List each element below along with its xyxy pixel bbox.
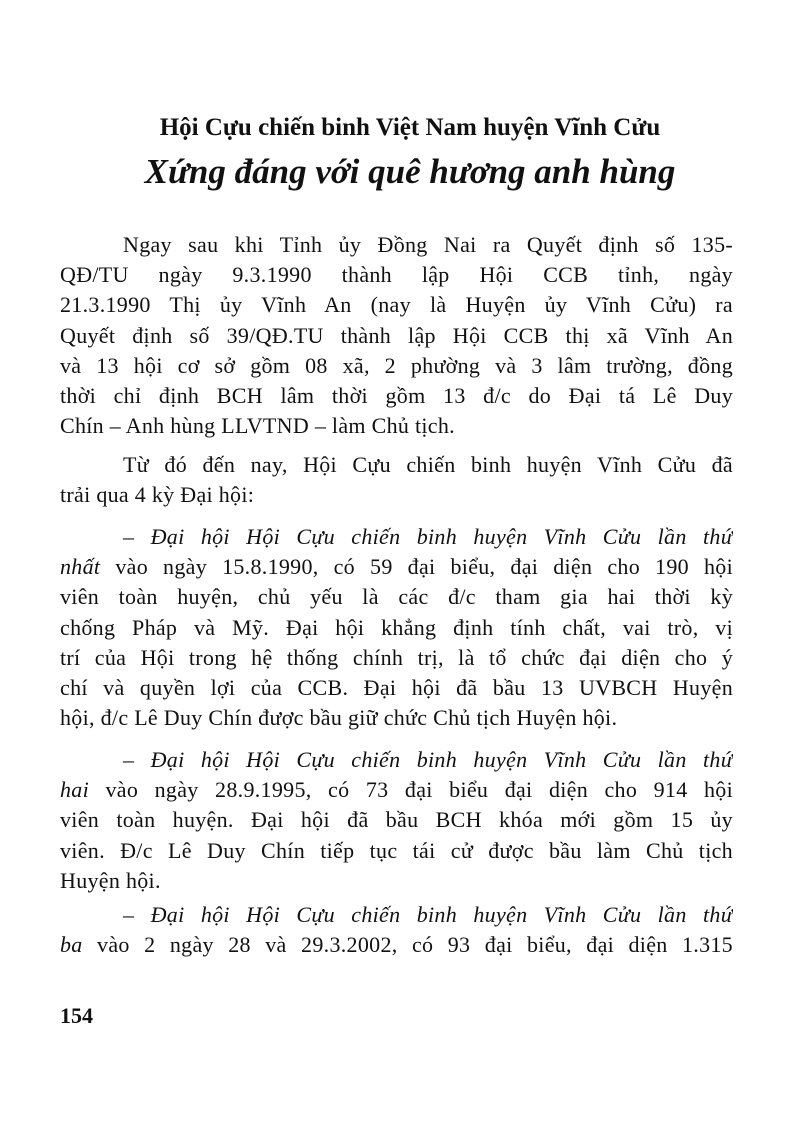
text-line: trí của Hội trong hệ thống chính trị, là tổ chức đại diện cho ý (60, 644, 733, 670)
article-title: Hội Cựu chiến binh Việt Nam huyện Vĩnh Cửu (159, 114, 661, 141)
text-line: chí và quyền lợi của CCB. Đại hội đã bầu 13 UVBCH Huyện (60, 674, 733, 700)
text-line: 21.3.1990 Thị ủy Vĩnh An (nay là Huyện ủy Vĩnh Cửu) ra (60, 292, 733, 318)
italic-text: – Đại hội Hội Cựu chiến binh huyện Vĩnh Cửu lần thứ (123, 902, 733, 927)
paragraph-first-congress (60, 522, 733, 733)
text-line: viên toàn huyện. Đại hội đã bầu BCH khóa mới gồm 15 ủy (60, 807, 733, 833)
italic-text: hai (60, 777, 90, 803)
text-line: thời chỉ định BCH lâm thời gồm 13 đ/c do Đại tá Lê Duy (60, 382, 733, 408)
text-line: Chín – Anh hùng LLVTND – làm Chủ tịch. (60, 413, 455, 439)
paragraph-third-congress (60, 900, 733, 960)
page-number: 154 (60, 1003, 93, 1028)
paragraph-intro (60, 230, 733, 441)
text-line: Ngay sau khi Tỉnh ủy Đồng Nai ra Quyết định số 135- (123, 232, 733, 257)
text-line (60, 775, 733, 805)
text-line: viên toàn huyện, chủ yếu là các đ/c tham gia hai thời kỳ (60, 584, 733, 610)
text-line (60, 522, 733, 552)
text-line: QĐ/TU ngày 9.3.1990 thành lập Hội CCB tỉnh, ngày (60, 262, 733, 288)
text: vào ngày 15.8.1990, có 59 đại biểu, đại diện cho 190 hội (100, 554, 733, 580)
text-line: và 13 hội cơ sở gồm 08 xã, 2 phường và 3 lâm trường, đồng (60, 352, 733, 378)
text-line: hội, đ/c Lê Duy Chín được bầu giữ chức Chủ tịch Huyện hội. (60, 705, 618, 731)
italic-text: – Đại hội Hội Cựu chiến binh huyện Vĩnh Cửu lần thứ (123, 524, 733, 549)
text: vào 2 ngày 28 và 29.3.2002, có 93 đại biểu, đại diện 1.315 (82, 932, 733, 958)
text-line (60, 900, 733, 930)
paragraph-second-congress (60, 745, 733, 896)
italic-text: nhất (60, 554, 101, 580)
text-line: Quyết định số 39/QĐ.TU thành lập Hội CCB thị xã Vĩnh An (60, 322, 733, 348)
article-subtitle: Xứng đáng với quê hương anh hùng (144, 152, 676, 191)
paragraph-congresses-intro (60, 450, 733, 510)
text-line: Từ đó đến nay, Hội Cựu chiến binh huyện Vĩnh Cửu đã (123, 452, 733, 477)
text-line: viên. Đ/c Lê Duy Chín tiếp tục tái cử được bầu làm Chủ tịch (60, 837, 733, 863)
text-line (60, 930, 733, 960)
text-line: chống Pháp và Mỹ. Đại hội khẳng định tính chất, vai trò, vị (60, 614, 733, 640)
text-line (60, 552, 733, 582)
text-line (60, 745, 733, 775)
text: vào ngày 28.9.1995, có 73 đại biểu đại diện cho 914 hội (89, 777, 733, 803)
text-line: trải qua 4 kỳ Đại hội: (60, 482, 255, 508)
italic-text: ba (60, 932, 83, 958)
italic-text: – Đại hội Hội Cựu chiến binh huyện Vĩnh Cửu lần thứ (123, 747, 733, 772)
text-line: Huyện hội. (60, 867, 161, 893)
